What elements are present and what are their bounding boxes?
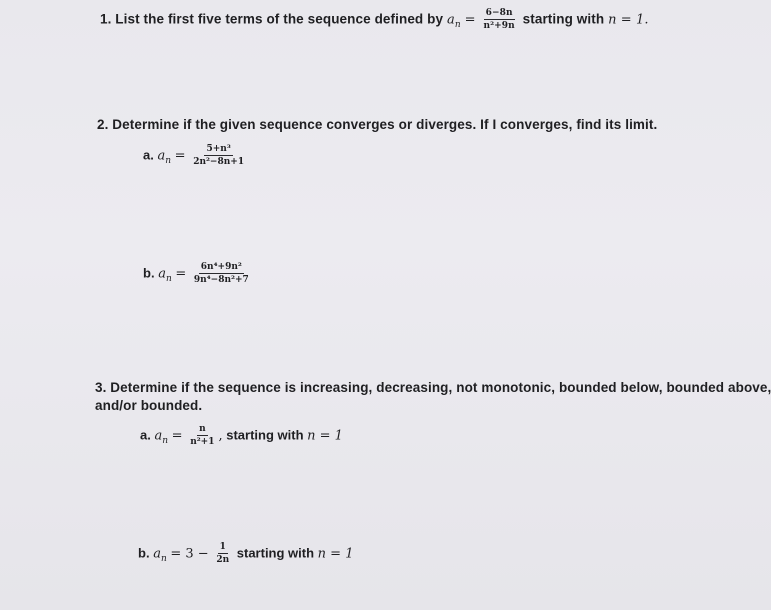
- q3a-fraction: [188, 424, 216, 448]
- question-2: 2. Determine if the given sequence converges or diverges. If I converges, find its limit.: [97, 117, 658, 132]
- q2b-lhs: a: [158, 266, 166, 282]
- q3a-denominator: n²+1: [190, 437, 215, 448]
- q3-part-b: [138, 542, 353, 566]
- q3b-equals: = 3 −: [170, 546, 209, 562]
- q1-denominator: n²+9n: [483, 21, 515, 32]
- q1-equals: =: [464, 12, 476, 28]
- q1-prefix: 1. List the first five terms of the sequence defined by: [100, 11, 444, 27]
- q3b-lhs: a: [153, 546, 161, 562]
- question-3-line-2: and/or bounded.: [95, 398, 203, 413]
- q3b-fraction: [214, 542, 231, 566]
- q2-part-a: [143, 144, 248, 168]
- q3b-suffix: starting with: [236, 545, 315, 561]
- q3b-numerator: 1: [218, 542, 228, 554]
- q2-part-b: [143, 262, 253, 286]
- q2a-denominator: 2n²−8n+1: [193, 157, 245, 168]
- q3b-label: b.: [138, 545, 150, 561]
- q2b-fraction: [192, 262, 251, 286]
- q2a-numerator: 5+n³: [204, 144, 232, 156]
- q2b-sub: n: [165, 273, 172, 284]
- q3a-comma: ,: [218, 428, 223, 444]
- q1-lhs: a: [446, 12, 455, 28]
- q1-suffix: starting with: [522, 11, 605, 27]
- question-1: [100, 8, 649, 32]
- q1-numerator: 6−8n: [484, 8, 515, 20]
- q3b-condition: n = 1: [317, 546, 354, 562]
- q2b-denominator: 9n⁴−8n²+7: [193, 275, 249, 286]
- q1-condition: n = 1.: [608, 12, 649, 28]
- q3a-label: a.: [140, 427, 151, 443]
- q2a-equals: =: [174, 148, 186, 164]
- question-3-line-1: 3. Determine if the sequence is increasing, decreasing, not monotonic, bounded below, bounded above,: [95, 380, 771, 395]
- q1-sub: n: [454, 20, 461, 31]
- q3b-sub: n: [160, 553, 167, 564]
- q3a-suffix: starting with: [226, 427, 304, 443]
- q3a-equals: =: [171, 428, 183, 444]
- q3a-condition: n = 1: [307, 428, 343, 444]
- q3b-denominator: 2n: [216, 555, 230, 566]
- q2b-label: b.: [143, 265, 155, 281]
- q2b-numerator: 6n⁴+9n²: [199, 262, 244, 274]
- q2b-equals: =: [175, 266, 187, 282]
- q3a-sub: n: [162, 435, 169, 446]
- q2a-label: a.: [143, 147, 154, 163]
- q3a-lhs: a: [154, 428, 163, 444]
- q2a-fraction: [191, 144, 246, 168]
- q1-fraction: [481, 8, 516, 32]
- q2a-lhs: a: [157, 148, 166, 164]
- q3-part-a: [140, 424, 343, 448]
- q2a-sub: n: [165, 155, 172, 166]
- q3a-numerator: n: [197, 424, 208, 436]
